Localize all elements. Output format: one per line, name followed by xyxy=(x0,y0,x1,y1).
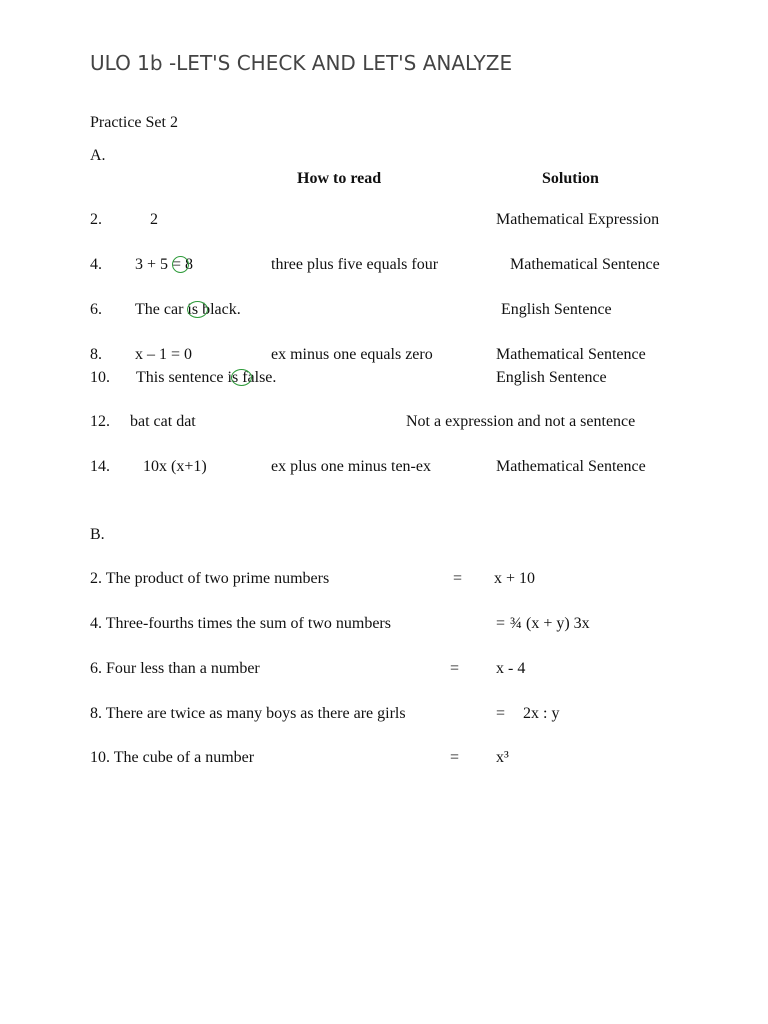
row-expression: The car is black. xyxy=(135,301,241,318)
practice-set-label: Practice Set 2 xyxy=(90,114,178,131)
section-b-label: B. xyxy=(90,526,105,543)
row-solution: Mathematical Sentence xyxy=(510,256,660,273)
phrase: 4. Three-fourths times the sum of two numbers xyxy=(90,615,391,632)
row-solution: English Sentence xyxy=(501,301,612,318)
equals-sign: = xyxy=(450,660,460,677)
row-expression: This sentence is false. xyxy=(136,369,277,386)
row-number: 2. xyxy=(90,211,102,228)
row-solution: Mathematical Sentence xyxy=(496,346,646,363)
row-expression: 10x (x+1) xyxy=(143,458,207,475)
section-a-label: A. xyxy=(90,147,106,164)
row-expression: x – 1 = 0 xyxy=(135,346,193,363)
annotation-circle xyxy=(231,369,252,386)
row-how-to-read: three plus five equals four xyxy=(271,256,439,273)
header-how-to-read: How to read xyxy=(297,170,382,187)
row-expression: 3 + 5 = 8 xyxy=(135,256,194,273)
annotation-circle xyxy=(187,301,208,318)
phrase: 8. There are twice as many boys as there are girls xyxy=(90,705,406,722)
row-number: 12. xyxy=(90,413,110,430)
phrase: 6. Four less than a number xyxy=(90,660,260,677)
equals-sign: = xyxy=(450,749,460,766)
row-number: 6. xyxy=(90,301,102,318)
row-how-to-read: ex minus one equals zero xyxy=(271,346,433,363)
answer: x - 4 xyxy=(496,660,526,677)
row-solution: English Sentence xyxy=(496,369,607,386)
row-solution: Mathematical Expression xyxy=(496,211,660,228)
annotation-circle xyxy=(172,256,189,273)
row-solution: Mathematical Sentence xyxy=(496,458,646,475)
answer: 2x : y xyxy=(523,705,560,722)
answer: x + 10 xyxy=(494,570,536,587)
row-solution: Not a expression and not a sentence xyxy=(406,413,636,430)
row-number: 8. xyxy=(90,346,102,363)
equals-sign: = xyxy=(496,705,506,722)
row-number: 4. xyxy=(90,256,102,273)
answer: x³ xyxy=(496,749,509,766)
row-number: 14. xyxy=(90,458,110,475)
answer: ¾ (x + y) 3x xyxy=(510,615,590,632)
equals-sign: = xyxy=(496,615,506,632)
page-title: ULO 1b -LET'S CHECK AND LET'S ANALYZE xyxy=(90,51,513,75)
phrase: 2. The product of two prime numbers xyxy=(90,570,330,587)
equals-sign: = xyxy=(453,570,463,587)
row-number: 10. xyxy=(90,369,110,386)
phrase: 10. The cube of a number xyxy=(90,749,255,766)
header-solution: Solution xyxy=(542,170,599,187)
row-how-to-read: ex plus one minus ten-ex xyxy=(271,458,431,475)
row-expression: bat cat dat xyxy=(130,413,196,430)
row-expression: 2 xyxy=(150,211,158,228)
